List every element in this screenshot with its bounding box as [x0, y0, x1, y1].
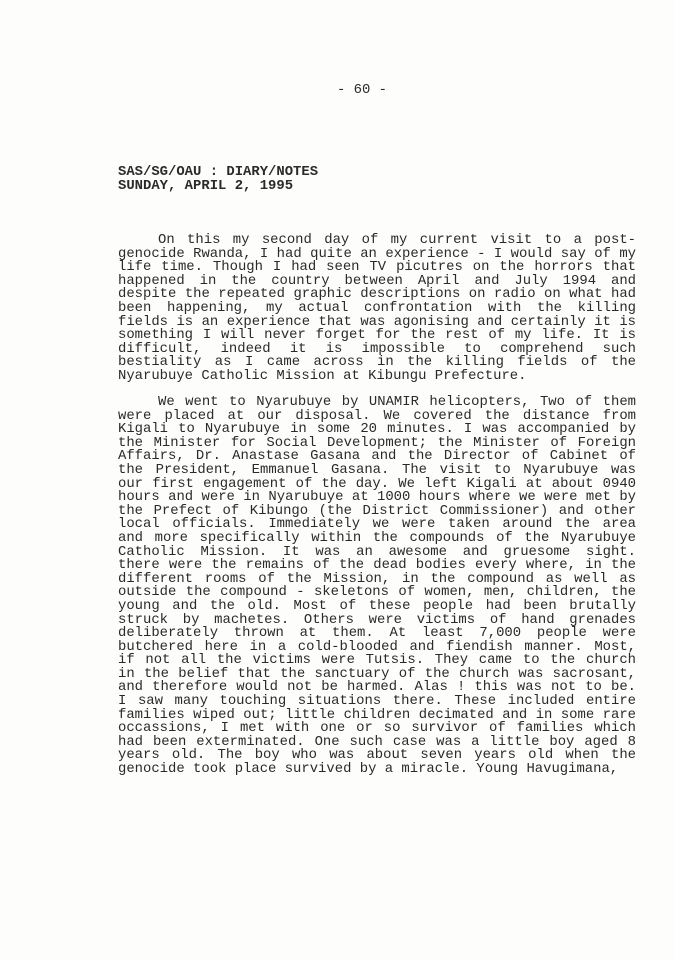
text-line: in the belief that the sanctuary of the church was sacrosant,	[118, 665, 636, 682]
text-line: outside the compound - skeletons of women, men, children, the	[118, 584, 636, 601]
text-line: were placed at our disposal. We covered the distance from	[118, 407, 636, 424]
text-line: the Prefect of Kibungo (the District Commissioner) and other	[118, 502, 636, 519]
text-line: We went to Nyarubuye by UNAMIR helicopters, Two of them	[158, 394, 636, 410]
text-line: life time. Though I had seen TV picutres on the horrors that	[118, 259, 636, 276]
text-line: if not all the victims were Tutsis. They came to the church	[118, 652, 636, 669]
text-line: occassions, I met with one or so survivor of families which	[118, 720, 636, 737]
text-line: bestiality as I came across in the killing fields of the	[118, 354, 636, 371]
text-line: butchered here in a cold-blooded and fiendish manner. Most,	[118, 638, 636, 655]
text-line: and therefore would not be harmed. Alas ! this was not to be.	[118, 679, 636, 696]
text-line: hours and were in Nyarubuye at 1000 hours where we were met by	[118, 489, 636, 506]
paragraph-2	[118, 396, 636, 777]
text-line: young and the old. Most of these people had been brutally	[118, 597, 636, 614]
paragraph-1	[118, 234, 636, 384]
text-line: despite the repeated graphic descriptions on radio on what had	[118, 286, 636, 303]
text-line: struck by machetes. Others were victims of hand grenades	[118, 611, 636, 628]
text-line: Affairs, Dr. Anastase Gasana and the Director of Cabinet of	[118, 448, 636, 465]
text-line: On this my second day of my current visit to a post-	[158, 232, 636, 248]
text-line: the President, Emmanuel Gasana. The visit to Nyarubuye was	[118, 461, 636, 478]
text-line: our first engagement of the day. We left Kigali at about 0940	[118, 475, 636, 492]
text-line: there were the remains of the dead bodies every where, in the	[118, 557, 636, 574]
text-line: families wiped out; little children decimated and in some rare	[118, 706, 636, 723]
text-line: Catholic Mission. It was an awesome and gruesome sight.	[118, 543, 636, 560]
text-line: years old. The boy who was about seven years old when the	[118, 747, 636, 764]
text-line: difficult, indeed it is impossible to comprehend such	[118, 340, 636, 357]
document-heading	[118, 165, 318, 193]
text-line: been happening, my actual confrontation with the killing	[118, 299, 636, 316]
text-line: Kigali to Nyarubuye in some 20 minutes. I was accompanied by	[118, 421, 636, 438]
text-line: local officials. Immediately we were taken around the area	[118, 516, 636, 533]
heading-date: SUNDAY, APRIL 2, 1995	[118, 178, 294, 194]
text-line: had been exterminated. One such case was a little boy aged 8	[118, 733, 636, 750]
text-line: different rooms of the Mission, in the compound as well as	[118, 570, 636, 587]
text-line: happened in the country between April and July 1994 and	[118, 272, 636, 289]
text-line: fields is an experience that was agonising and certainly it is	[118, 313, 636, 330]
heading-title: SAS/SG/OAU : DIARY/NOTES	[118, 164, 319, 180]
text-line: genocide took place survived by a miracle. Young Havugimana,	[118, 761, 619, 778]
text-line: the Minister for Social Development; the Minister of Foreign	[118, 434, 636, 451]
text-line: I saw many touching situations there. These included entire	[118, 693, 636, 710]
text-line: something I will never forget for the rest of my life. It is	[118, 327, 636, 344]
text-line: Nyarubuye Catholic Mission at Kibungu Prefecture.	[118, 367, 527, 384]
text-line: genocide Rwanda, I had quite an experience - I would say of my	[118, 245, 636, 262]
text-line: deliberately thrown at them. At least 7,000 people were	[118, 625, 636, 642]
page-number: - 60 -	[336, 82, 387, 98]
text-line: and more specifically within the compounds of the Nyarubuye	[118, 529, 636, 546]
